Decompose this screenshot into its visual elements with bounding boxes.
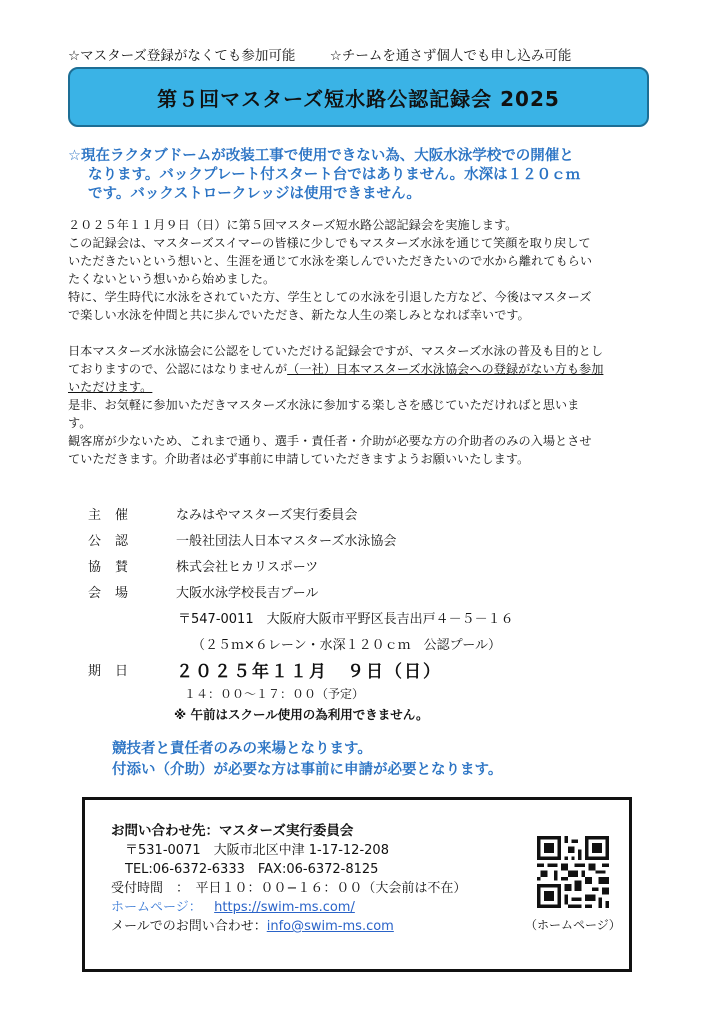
intro-text-segment: ておりますので、公認にはなりませんが xyxy=(68,362,288,376)
venue-address: 〒547-0011 大阪府大阪市平野区長吉出戸４－５－１６ xyxy=(178,612,514,627)
intro-line: す。 xyxy=(68,416,92,430)
notice-line: ☆現在ラクタブドームが改装工事で使用できない為、大阪水泳学校での開催と xyxy=(68,148,574,164)
mail-row xyxy=(111,917,466,936)
venue-value: 大阪水泳学校長吉プール xyxy=(176,586,319,601)
contact-box xyxy=(82,797,632,972)
notice-line: なります。バックプレート付スタート台ではありません。水深は１２０ｃｍ xyxy=(88,167,581,183)
organizer-label: 主催 xyxy=(88,508,143,523)
date-value: ２０２５年１１月 ９日（日） xyxy=(176,662,442,682)
registration-not-required-note: （一社）日本マスターズ水泳協会への登録がない方も参加 xyxy=(287,362,604,376)
date-label: 期日 xyxy=(88,664,143,679)
contact-hours: 受付時間 ： 平日１０：００−１６：００（大会前は不在） xyxy=(111,881,467,896)
homepage-row xyxy=(111,898,466,917)
contact-heading: お問い合わせ先：マスターズ実行委員会 xyxy=(111,823,354,839)
morning-note: ※ 午前はスクール使用の為利用できません。 xyxy=(174,707,429,722)
top-note-individual: ☆チームを通さず個人でも申し込み可能 xyxy=(329,48,572,64)
intro-line: この記録会は、マスターズスイマーの皆様に少しでもマスターズ水泳を通じて笑顔を取り戻して xyxy=(68,236,591,250)
intro-line: たくないという想いから始めました。 xyxy=(68,272,276,286)
contact-address: 〒531-0071 大阪市北区中津 1-17-12-208 xyxy=(125,843,389,858)
event-time: １４：００～１７：００（予定） xyxy=(184,687,365,701)
mail-link[interactable]: info@swim-ms.com xyxy=(266,919,394,934)
intro-text xyxy=(68,216,668,468)
intro-line: ていただきます。介助者は必ず事前に申請していただきますようお願いいたします。 xyxy=(68,452,530,466)
homepage-link[interactable]: https://swim-ms.com/ xyxy=(214,900,355,915)
homepage-label: ホームページ： xyxy=(111,900,202,915)
registration-not-required-note-end: いただけます。 xyxy=(68,380,153,394)
event-info xyxy=(88,503,514,727)
certification-label: 公認 xyxy=(88,534,143,549)
intro-line: 観客席が少ないため、これまで通り、選手・責任者・介助が必要な方の介助者のみの入場とさせ xyxy=(68,434,592,448)
sponsor-value: 株式会社ヒカリスポーツ xyxy=(176,560,319,575)
intro-line: 日本マスターズ水泳協会に公認をしていただける記録会ですが、マスターズ水泳の普及も目的とし xyxy=(68,344,604,358)
intro-line: いただきたいという想いと、生涯を通じて水泳を楽しんでいただきたいので水から離れてもらい xyxy=(68,254,593,268)
intro-line xyxy=(68,378,668,396)
venue-label: 会場 xyxy=(88,586,143,601)
top-note-masters: ☆マスターズ登録がなくても参加可能 xyxy=(68,48,296,64)
sponsor-row xyxy=(88,555,514,581)
venue-change-notice xyxy=(68,147,678,204)
intro-line: 是非、お気軽に参加いただきマスターズ水泳に参加する楽しさを感じていただければと思いま xyxy=(68,398,580,412)
attendance-notice xyxy=(112,739,502,781)
contact-details xyxy=(111,822,466,936)
contact-phone: TEL:06-6372-6333 FAX:06-6372-8125 xyxy=(125,862,379,877)
qr-code-icon xyxy=(537,836,609,908)
qr-caption: （ホームページ） xyxy=(525,918,621,932)
title-banner xyxy=(68,67,649,127)
attendance-line: 付添い（介助）が必要な方は事前に申請が必要となります。 xyxy=(112,762,503,778)
date-row xyxy=(88,659,514,685)
intro-line: で楽しい水泳を仲間と共に歩んでいただき、新たな人生の楽しみとなれば幸いです。 xyxy=(68,308,530,322)
venue-row xyxy=(88,581,514,607)
intro-line: ２０２５年１１月９日（日）に第５回マスターズ短水路公認記録会を実施します。 xyxy=(68,218,518,232)
attendance-line: 競技者と責任者のみの来場となります。 xyxy=(112,741,372,757)
notice-line: です。バックストロークレッジは使用できません。 xyxy=(88,186,421,202)
organizer-row xyxy=(88,503,514,529)
certification-row xyxy=(88,529,514,555)
top-notes xyxy=(68,44,571,64)
certification-value: 一般社団法人日本マスターズ水泳協会 xyxy=(176,534,397,549)
page-title: 第５回マスターズ短水路公認記録会 2025 xyxy=(157,86,560,111)
mail-label: メールでのお問い合わせ： xyxy=(111,919,267,934)
venue-pool-spec: （２５ｍ×６レーン・水深１２０ｃｍ 公認プール） xyxy=(192,638,501,653)
intro-line xyxy=(68,360,668,378)
intro-line: 特に、学生時代に水泳をされていた方、学生としての水泳を引退した方など、今後はマスターズ xyxy=(68,290,592,304)
sponsor-label: 協賛 xyxy=(88,560,143,575)
organizer-value: なみはやマスターズ実行委員会 xyxy=(176,508,358,523)
